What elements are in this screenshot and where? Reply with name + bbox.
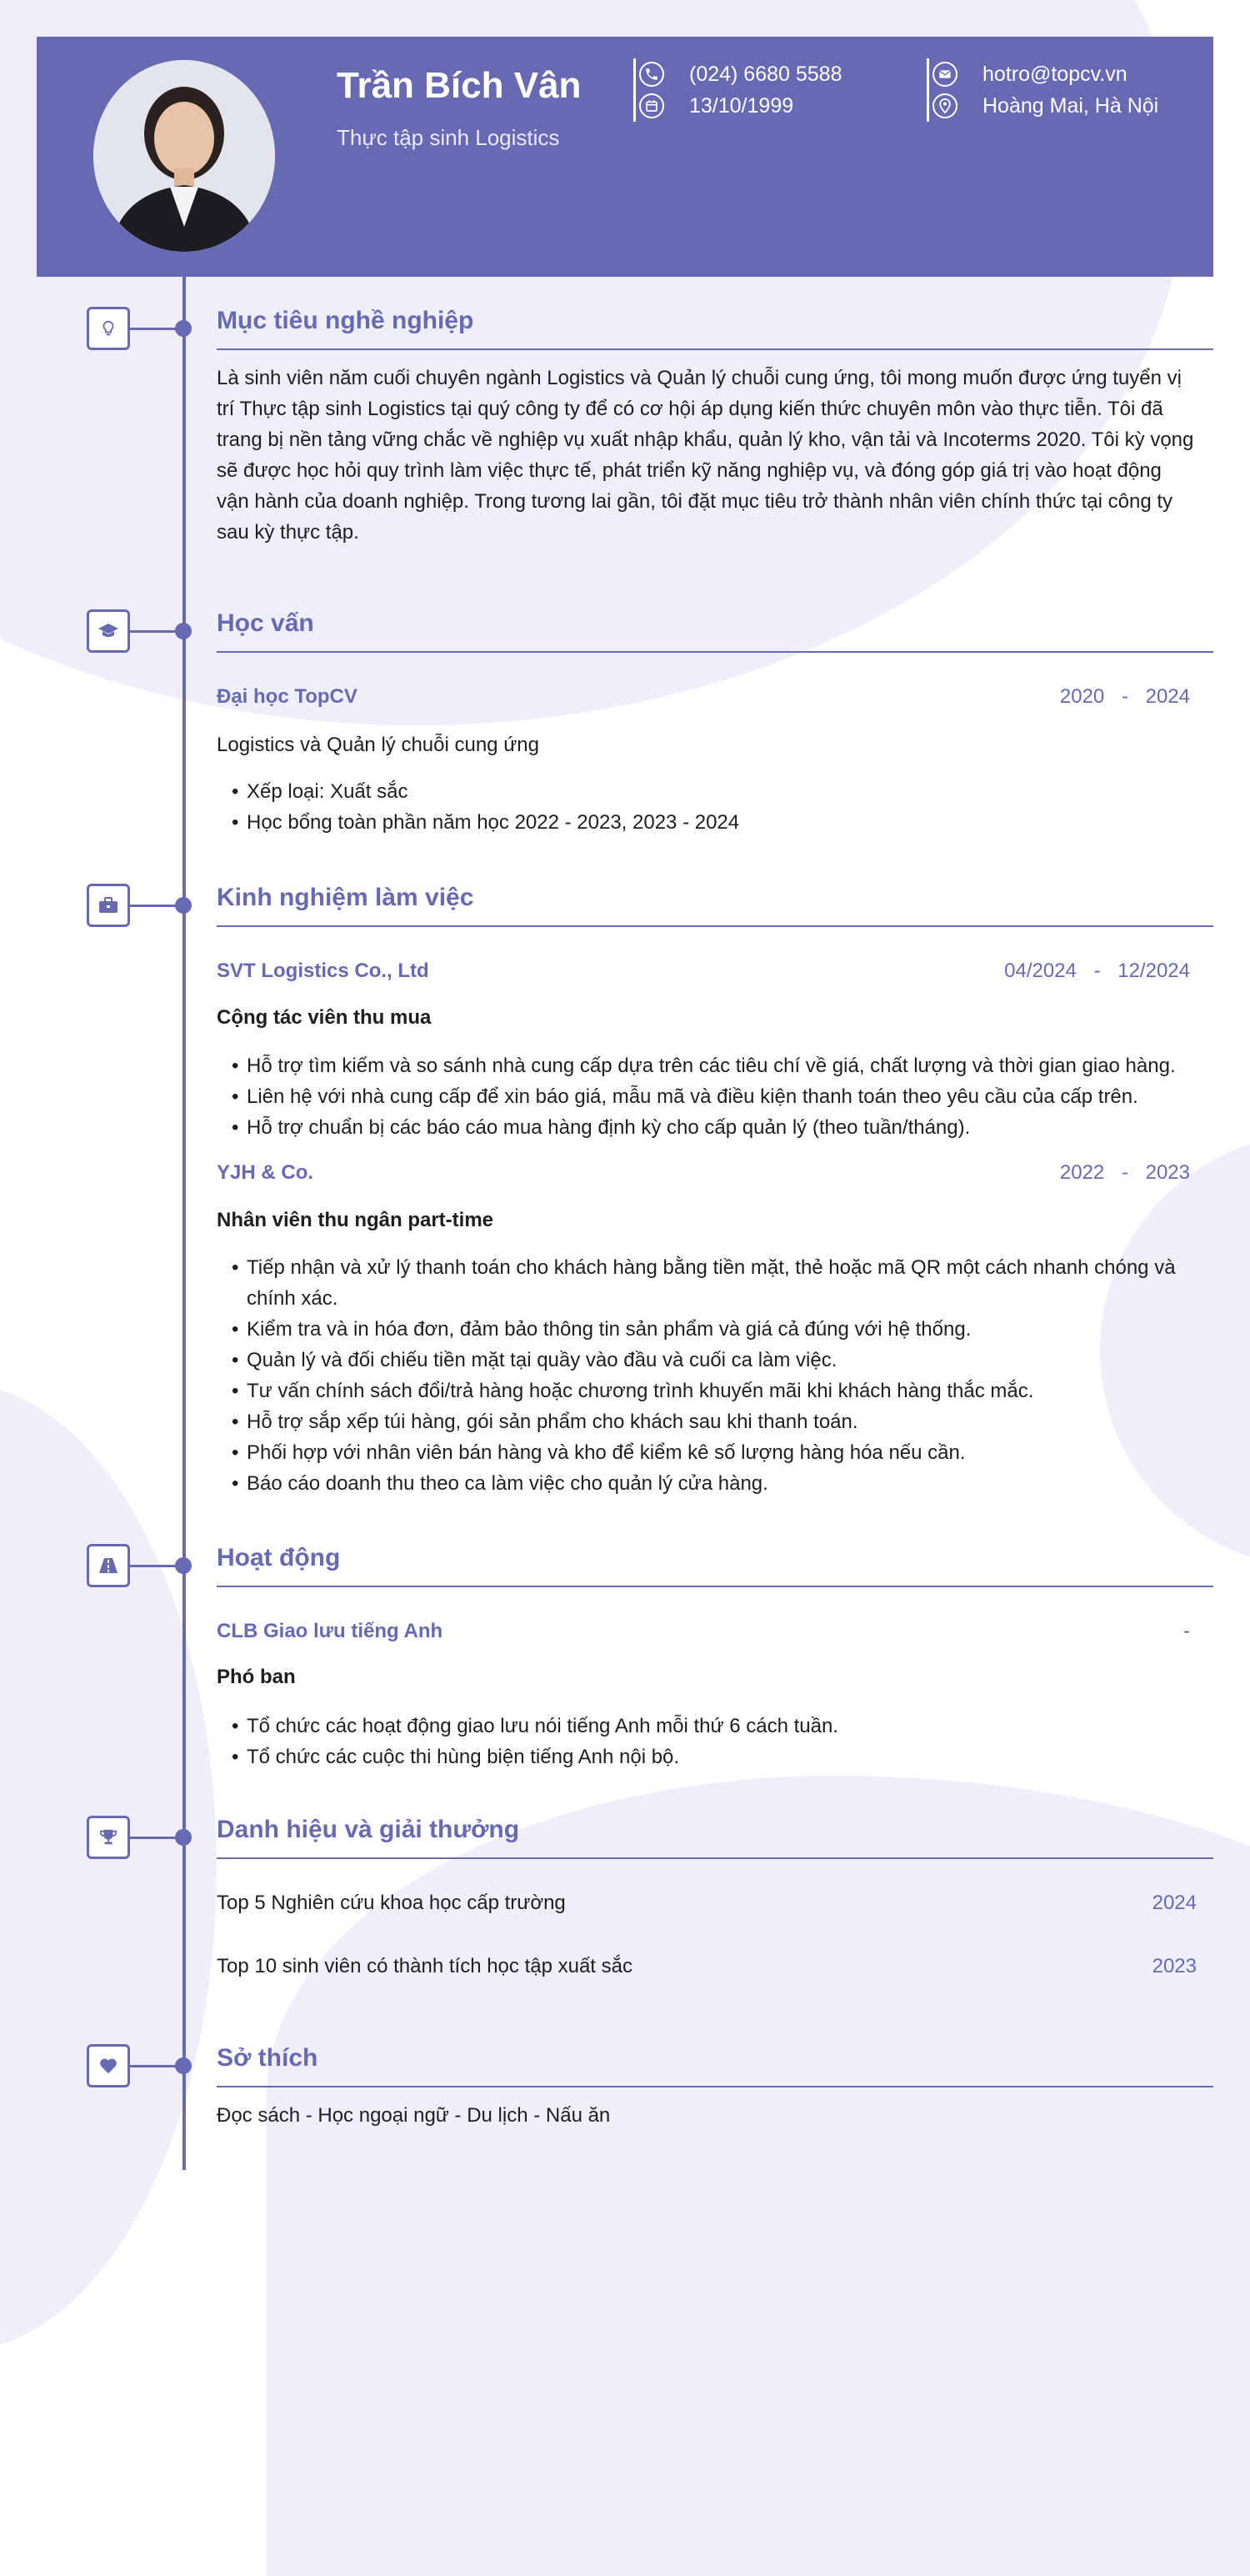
list-item-text: chính xác. — [247, 1287, 338, 1310]
award-name: Top 5 Nghiên cứu khoa học cấp trường — [217, 1892, 566, 1914]
graduation-cap-icon — [87, 609, 130, 653]
job-bullets — [217, 1252, 1217, 1499]
objective-line: vận hành của doanh nghiệp. Trong tương lai gần, tôi đặt mục tiêu trở thành nhân viên chính thức tại công ty — [217, 490, 1173, 513]
activity-org: CLB Giao lưu tiếng Anh — [217, 1620, 443, 1642]
list-item: • Hỗ trợ tìm kiếm và so sánh nhà cung cấp dựa trên các tiêu chí về giá, chất lượng và thời gian giao hàng. — [247, 1050, 1217, 1081]
objective-line: sau kỳ thực tập. — [217, 521, 359, 544]
address-text: Hoàng Mai, Hà Nội — [982, 93, 1159, 118]
heart-icon — [87, 2044, 130, 2087]
list-item: • Tổ chức các cuộc thi hùng biện tiếng Anh nội bộ. — [247, 1742, 1217, 1772]
objective-line: Là sinh viên năm cuối chuyên ngành Logistics và Quản lý chuỗi cung ứng, tôi mong muốn được ứng tuyển vị — [217, 367, 1182, 389]
contact-column-1 — [633, 58, 842, 122]
date-start: 2020 — [1059, 685, 1105, 708]
date-separator: - — [1183, 1620, 1190, 1642]
award-year: 2023 — [1152, 1955, 1197, 1977]
section-title-activities: Hoạt động — [217, 1544, 1213, 1587]
date-separator: - — [1121, 1161, 1128, 1184]
award-name: Top 10 sinh viên có thành tích học tập xuất sắc — [217, 1955, 632, 1977]
briefcase-icon — [87, 884, 130, 927]
objective-text — [217, 363, 1217, 548]
list-item: • Xếp loại: Xuất sắc — [247, 776, 1217, 807]
timeline-dot — [175, 320, 192, 337]
job-dates — [857, 960, 1190, 983]
activity-position: Phó ban — [217, 1666, 296, 1688]
objective-line: trang bị nền tảng vững chắc về nghiệp vụ xuất nhập khẩu, quản lý kho, vận tải và Incoterms 2020. Tôi kỳ vọng — [217, 428, 1194, 451]
activity-dates — [857, 1620, 1190, 1643]
timeline-dot — [175, 1829, 192, 1846]
objective-line: sẽ được học hỏi quy trình làm việc thực tế, phát triển kỹ năng nghiệp vụ, và đóng góp giá trị vào hoạt động — [217, 459, 1162, 482]
road-icon — [87, 1544, 130, 1587]
section-title-hobbies: Sở thích — [217, 2044, 1213, 2087]
job-bullets — [217, 1050, 1217, 1143]
list-item: • Tổ chức các hoạt động giao lưu nói tiếng Anh mỗi thứ 6 cách tuần. — [247, 1711, 1217, 1742]
section-title-education: Học vấn — [217, 609, 1213, 653]
email-row — [932, 58, 1158, 90]
section-title-awards: Danh hiệu và giải thưởng — [217, 1816, 1213, 1859]
company-name: YJH & Co. — [217, 1161, 314, 1184]
activity-bullets — [217, 1711, 1217, 1772]
date-end: 2024 — [1145, 685, 1190, 708]
hobbies-text: Đọc sách - Học ngoại ngữ - Du lịch - Nấu ăn — [217, 2104, 611, 2127]
job-position: Cộng tác viên thu mua — [217, 1006, 432, 1029]
candidate-role: Thực tập sinh Logistics — [337, 125, 560, 150]
address-row — [932, 90, 1158, 122]
list-item: • Hỗ trợ chuẩn bị các báo cáo mua hàng định kỳ cho cấp quản lý (theo tuần/tháng). — [247, 1112, 1217, 1143]
date-start: 04/2024 — [1004, 960, 1077, 982]
major: Logistics và Quản lý chuỗi cung ứng — [217, 734, 539, 756]
section-title-objective: Mục tiêu nghề nghiệp — [217, 307, 1213, 350]
phone-text[interactable]: (024) 6680 5588 — [689, 62, 842, 86]
timeline-dot — [175, 1557, 192, 1574]
birthdate-text: 13/10/1999 — [689, 93, 794, 118]
school-name: Đại học TopCV — [217, 685, 358, 708]
timeline-dot — [175, 623, 192, 639]
list-item: • Học bổng toàn phần năm học 2022 - 2023, 2023 - 2024 — [247, 807, 1217, 838]
list-item-continuation — [247, 1283, 1217, 1314]
timeline-dot — [175, 2057, 192, 2074]
timeline-dot — [175, 897, 192, 914]
candidate-name: Trần Bích Vân — [337, 65, 582, 106]
education-dates — [857, 685, 1190, 709]
award-year: 2024 — [1152, 1892, 1197, 1914]
list-item: • Tư vấn chính sách đổi/trả hàng hoặc chương trình khuyến mãi khi khách hàng thắc mắc. — [247, 1376, 1217, 1406]
date-end: 2023 — [1145, 1161, 1190, 1184]
education-bullets — [217, 776, 1217, 838]
list-item: • Hỗ trợ sắp xếp túi hàng, gói sản phẩm cho khách sau khi thanh toán. — [247, 1406, 1217, 1437]
avatar — [93, 60, 275, 252]
date-start: 2022 — [1059, 1161, 1105, 1184]
job-position: Nhân viên thu ngân part-time — [217, 1209, 494, 1231]
list-item: • Quản lý và đối chiếu tiền mặt tại quầy vào đầu và cuối ca làm việc. — [247, 1345, 1217, 1376]
contact-column-2 — [927, 58, 1158, 122]
birthdate-row — [639, 90, 842, 122]
timeline-line — [182, 277, 186, 2170]
date-separator: - — [1093, 960, 1101, 982]
map-pin-icon — [932, 93, 958, 118]
list-item: • Tiếp nhận và xử lý thanh toán cho khách hàng bằng tiền mặt, thẻ hoặc mã QR một cách nhanh chóng và — [247, 1252, 1217, 1283]
list-item: • Báo cáo doanh thu theo ca làm việc cho quản lý cửa hàng. — [247, 1468, 1217, 1499]
list-item: • Liên hệ với nhà cung cấp để xin báo giá, mẫu mã và điều kiện thanh toán theo yêu cầu của cấp trên. — [247, 1081, 1217, 1112]
company-name: SVT Logistics Co., Ltd — [217, 960, 429, 982]
lightbulb-icon — [87, 307, 130, 350]
mail-icon — [932, 62, 958, 87]
phone-row — [639, 58, 842, 90]
job-dates — [857, 1161, 1190, 1185]
email-text[interactable]: hotro@topcv.vn — [982, 62, 1128, 86]
date-separator: - — [1121, 685, 1128, 708]
phone-icon — [639, 62, 664, 87]
objective-line: trí Thực tập sinh Logistics tại quý công ty để có cơ hội áp dụng kiến thức chuyên môn vào thực tiễn. Tôi đã — [217, 398, 1163, 420]
list-item: • Phối hợp với nhân viên bán hàng và kho để kiểm kê số lượng hàng hóa nếu cần. — [247, 1437, 1217, 1468]
cv-header — [37, 37, 1213, 277]
calendar-icon — [639, 93, 664, 118]
date-end: 12/2024 — [1118, 960, 1190, 982]
section-title-experience: Kinh nghiệm làm việc — [217, 884, 1213, 927]
trophy-icon — [87, 1816, 130, 1859]
list-item: • Kiểm tra và in hóa đơn, đảm bảo thông tin sản phẩm và giá cả đúng với hệ thống. — [247, 1314, 1217, 1345]
